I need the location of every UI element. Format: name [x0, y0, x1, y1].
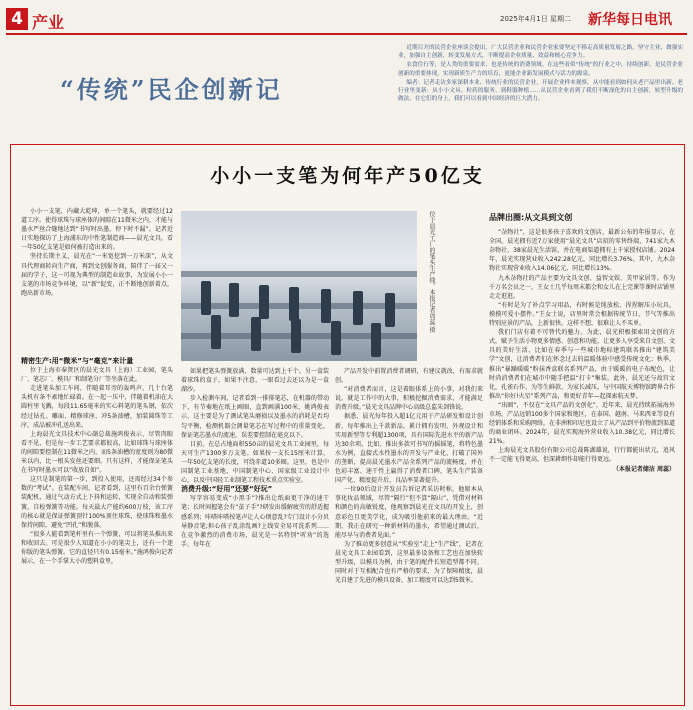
article-paragraph: 为了推动更多创意从“实验室”走上“生产线”，记者在晨光文具工业园看到，这里最多设备和工艺也在加快转型升级，以模具为例，由于笔的配件长短造型都不同，同时对于互相配合也有严格的要求，为了保障精度，晨光自建了先进的模具设备，加工精度可以达到5微米。 [335, 540, 483, 585]
header-rule [6, 33, 687, 35]
article-paragraph: 走进笔头加工车间，伴随着耳旁的轰鸣声，几十台笔头机有条不紊地忙碌着。在一起一压中，伴随着机油在大圆柱里飞溅，每段11.65毫米的实心料笔的笔头钢，依次经过钻孔、雕面、精修球座，冲5条油槽，加装圆珠等工序，成品被冲孔送出来。 [21, 385, 173, 429]
article-paragraph: “对消费者而言，这是着眼体系上的小事，对我们来说，就是工作中的大事，积极挖掘消费需求，才能满足消费升级。”晨光文具品牌中心高级总监朱剑锋说。 [335, 386, 483, 412]
subheading: 精密生产:用“微米”与“毫克”来计量 [21, 357, 134, 365]
section-number: 4 [6, 8, 28, 30]
article-paragraph: 这只是制笔的第一步，到投入使用，还需经过34个参数的“考试”。在装配车间，记者看到，这里有百余台弹簧装配机，通过气动方式上下抖和运转，实现全自动和装弹簧，自检弹簧等功能。每天最大产能约600万枝，该工序的核心就是保证弹簧顶针100%顶住球珠，使球珠和墨水保持间隙，避免“凹孔”和脱落。 [21, 476, 173, 529]
article-paragraph: 目前，在总占地面积550亩的晨光文具工业园里，每天可生产1300多万支笔。如果按一支长15厘米计算，一年50亿支笔的长度，可绕赤道10多圈。这里，也是中国制笔工业基地、中国制笔中心、国家级工业设计中心，以及中国轻工业制笔工程技术重点实验室。 [181, 440, 329, 485]
article-column-2 [21, 357, 173, 697]
article-column-4 [335, 367, 483, 697]
subheading: 消费升级:“好用”还要“好玩” [181, 485, 273, 494]
article-paragraph: 我们门店有着不可替代的魅力。为此，晨光积极探索用文创的方式，赋予生活小物更多情感、创意和功能，让更多人享受来自文创、文具的美好生活，比如在春季与一些城市地标建筑联名推出“建筑美学”文创，让消费者们在怀念过去的温暖体验中感受传统文化；秋季，推出“暴躁暖暖”粉抹香盒联名系列产品，由于暖暖的电子布配色，让时尚消费者们在城市中随手把温“打卡”集装。此外，晨光还与故宫文化，孔雀石作、为等生鲜款、为家长减压，与中国航天博物馆跨界合作推出“你好!火星”系列产品，和更好青年—起探索航天梦。 [489, 329, 675, 400]
photo-caption: 位于晨光工厂的笔头生产线。本报记者周蕊 摄 [428, 211, 435, 333]
article-paragraph: 坚持长期主义，晨光在“一米宽挖到一万米深”，从文具代理商转向生产商，再到文创服务商，陪伴了一届又一届的学子，这一可视为典型的制造业故事，为发展小小一支笔的市场竞争环境，以“新”促变，正不断地创新着点，跑出新市场。 [21, 253, 173, 297]
article-paragraph: 产品开发中前置消费者调研，有建议就改，有需求就创。 [335, 368, 483, 385]
article-column-3 [181, 367, 329, 697]
article-paragraph: “很多人能看到笔杆里有一个弹簧，可以将笔头推出来和收回去。可是很少人知道在小小的笔尖上，还有一个迷你版的笔头弹簧。它的直径只有0.15毫米。”施鸿俊向记者展示，在一个手掌大小的塑料盒里， [21, 530, 173, 566]
intro-paragraph: 近期召开的民营企业座谈会提出，广大民营企业和民营企业家要坚定不移走高质量发展之路，坚守主业、做强实业，加强自主创新，转变发展方式，不断提高企业质量、效益和核心竞争力。 [398, 45, 683, 60]
article-paragraph: 一位90后设计开发员告诉记者采访时称，他原本从事化妆品领域，尽管“隔行”但不算“隔山”，凭借对材料和颜色的高敏锐度，他观察到晨光在文具的开发上，创意彩色且更美学化，成为吸引他前来的最大理由。“近期，我正在研究一种新材料的墨水，希望通过测试后，能尽早与消费者见面。” [335, 486, 483, 539]
issue-date: 2025年4月1日 星期二 [500, 15, 571, 23]
article-paragraph: “杂物社”，这是很多孩子喜欢的文创店，最新公布的年报显示，在全国，晨光拥有近7万家使用“晨光文具”店招的零售终端，741家九木杂物社、38家晨光生活馆，并在电商渠道拥有上千家授权店铺。2024年，晨光实现营业收入242.28亿元，同比增长3.76%。其中，九木杂物社实现营业收入14.06亿元，同比增长13%。 [489, 229, 675, 273]
article-column-1 [21, 207, 173, 355]
article-paragraph: 写字容易变成“小黑手”?推出让纸面更干净的速干笔；长时间握笔会有“茧子手”?研发出缓解疲劳的舒适握感系列；咔嗒咔嗒按笔声让人心烦意乱?专门设计小分贝导静音笔;担心孩子乱涂乱画?上线安全易可洗系列……在竞争激烈的消费市场，晨光是一名特别“听劝”的选手，每年在 [181, 495, 329, 548]
byline: （本报记者储洁 周蕊） [612, 465, 675, 473]
article-paragraph: 九木杂物社的产品主要为文具文创、益智文娱、美甲家居等。作为千万名会员之一，王女士几乎每周末都会和女儿在上完课等课时店铺里走走逛逛。 [489, 274, 675, 300]
article-paragraph: 小小一支笔，内藏大乾坤，单一个笔头，就要经过12道工序。使得球珠与球座体的间隙在11微米之内，才能与墨水严丝合缝地达到“书写时出墨，停下时不漏”。记者近日实地探访了上海浦东的中性笔制造商——晨光文具，看一年50亿支笔是如何被打造出来的。 [21, 208, 173, 252]
article-paragraph: 据悉，晨光每年投入超1亿元用于产品研发和设计创新，每年推出上千款新品，累计拥有发明、外观设计和实用新型等专利超1300项，具有国际先进水平的新产品达30余项。比如，推出多款可书写的摇摇笔，将特色墨水为例，直接式水性墨水的开发与产业化，打破了国外的垄断，提高晨光墨水产品全系列产品的流畅度，并在色彩丰富、速干性上赢得了消费者口碑，笔头生产装备国产化、精度提升后，良品率显著提升。 [335, 413, 483, 485]
factory-photo [181, 211, 417, 361]
article-column-5 [489, 211, 675, 695]
article-paragraph: 位于上海市奉贤区的晨光文具（上海）工业园，笔头厂、笔芯厂、模具厂和制笔分厂等坐落在此。 [21, 367, 173, 384]
intro-paragraph: 农食住行等，是人类的重要需求，也是传统的消费领域。在这些看似“传统”的行业之中，持续创新，是民营企业创新的重要体现，实现新质生产力的培育，更能企业新发展模式与活力的源泉。 [398, 62, 683, 77]
article-paragraph: 步入检测车间，记者看到一排排笔芯，在机器的带动下，有节奏地在纸上画圈，直到画满100米，姚鸿俊表示，这主要是为了测试笔头磨损以及墨水的消耗是否均匀平衡，检测机器会测量笔芯在写过程中的重量变化，保证笔芯墨水的流速，误差要控制在毫克以下。 [181, 395, 329, 439]
section-name: 产业 [32, 13, 65, 32]
article-title: 小小一支笔为何年产50亿支 [210, 165, 485, 187]
banner-intro [398, 44, 683, 136]
newspaper-logo: 新华每日电讯 [588, 12, 672, 28]
article-frame [10, 144, 685, 706]
article-paragraph: “出圈”，不仅在“文具产品的文创化”，近年来，晨光持续拓展海外市场，产品远销100多个国家和地区，在泰国、越南、马来西亚等设有经销体系和采购网络，在非洲和印尼也设立了从产品到平价物流到渠道的商业闭环。2024年，晨光实现海外营业收入10.38亿元，同比增长21%。 [489, 401, 675, 446]
article-paragraph: 上海晨光文具技术中心副总裁施鸿俊表示，尽管肉眼看不见，但是每一步工艺要求都很高，比如球珠与球座体的间隙要控制在11微米之内，而5条油槽的宽度则为80微米以内，比一根头发丝还要细。只有这样，才能保证笔头在书写时墨水可以“收放自如”。 [21, 430, 173, 475]
page-header [0, 0, 693, 40]
article-paragraph: 如果把笔头弹簧放满，数量可达到上千个。另一盒装着球珠的盒子，如果不注意，一眼看过去还以为是一盒湖沙。 [181, 368, 329, 394]
article-paragraph: 上海晨光文具股份有限公司总裁陈湖雄说，行行都能出状元，追风不一定能飞得更高，但深耕细作却能行得更远。 [489, 447, 675, 464]
banner-title: “传统”民企创新记 [60, 75, 283, 104]
intro-paragraph: 编者：记者走访多家深耕本业、传统行业的民营企业，开展企业样本观察，从中能看到如何从老产品里出新、老行业里变新：从小小文具、粒药的服务、到鞋服种植……从民营企业看到了我们不断深化的自主创新，转型升级的做法，在它们的身上，我们可以看到中国经济的巨大潜力。 [398, 79, 683, 103]
subheading: 品牌出圈:从文具到文创 [489, 213, 573, 222]
article-paragraph: “有时是为了补点学习用品，有时候是纯放松、捏捏解压小玩具，摸摸可爱小摆件。”王女士说，店里时常会根据传统节日、节气等推出特别应景的产品，上新很快，这样不想，很难让人不买单。 [489, 301, 675, 328]
